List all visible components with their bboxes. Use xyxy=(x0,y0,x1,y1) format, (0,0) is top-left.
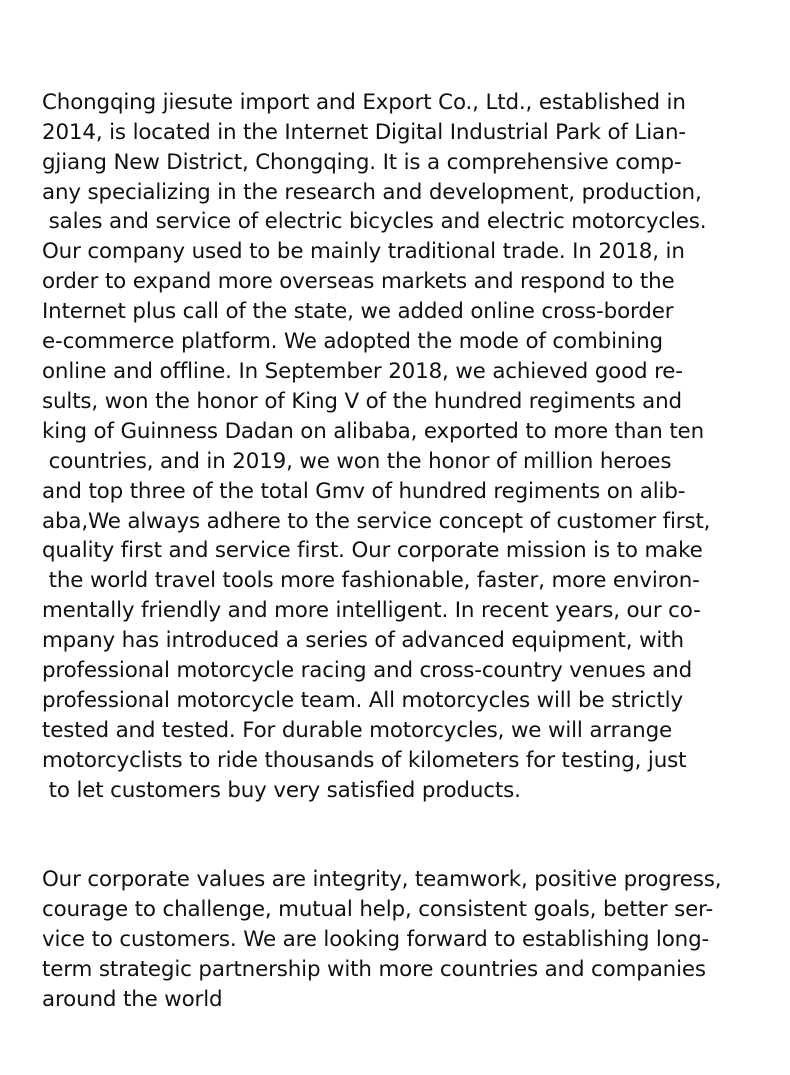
text-line: online and offline. In September 2018, we achieved good re- xyxy=(42,358,683,384)
text-line: Internet plus call of the state, we added online cross-border xyxy=(42,299,674,325)
text-line: professional motorcycle racing and cross-country venues and xyxy=(42,658,693,684)
text-line: quality first and service first. Our corporate mission is to make xyxy=(42,538,703,564)
text-line: aba,We always adhere to the service concept of customer first, xyxy=(42,508,711,534)
text-line: 2014, is located in the Internet Digital Industrial Park of Lian- xyxy=(42,119,686,145)
text-line: term strategic partnership with more countries and companies xyxy=(42,957,706,983)
text-line: tested and tested. For durable motorcycles, we will arrange xyxy=(42,717,673,743)
text-line: gjiang New District, Chongqing. It is a comprehensive comp- xyxy=(42,149,682,175)
text-line: king of Guinness Dadan on alibaba, exported to more than ten xyxy=(42,418,704,444)
text-line: and top three of the total Gmv of hundred regiments on alib- xyxy=(42,478,686,504)
paragraph-corporate-values xyxy=(42,865,772,1015)
text-line: Our corporate values are integrity, teamwork, positive progress, xyxy=(42,867,722,893)
text-line: Chongqing jiesute import and Export Co., Ltd., established in xyxy=(42,89,686,115)
text-line: mpany has introduced a series of advanced equipment, with xyxy=(42,628,684,654)
text-line: courage to challenge, mutual help, consistent goals, better ser- xyxy=(42,897,714,923)
text-line: professional motorcycle team. All motorcycles will be strictly xyxy=(42,687,683,713)
text-line: countries, and in 2019, we won the honor of million heroes xyxy=(42,448,672,474)
text-line: sults, won the honor of King V of the hundred regiments and xyxy=(42,388,682,414)
text-line: mentally friendly and more intelligent. In recent years, our co- xyxy=(42,598,701,624)
text-line: order to expand more overseas markets and respond to the xyxy=(42,269,675,295)
text-line: sales and service of electric bicycles and electric motorcycles. xyxy=(42,209,707,235)
text-line: to let customers buy very satisfied products. xyxy=(42,777,521,803)
text-line: around the world xyxy=(42,987,223,1012)
paragraph-company-overview xyxy=(42,88,772,806)
text-line: e-commerce platform. We adopted the mode of combining xyxy=(42,329,663,355)
text-line: vice to customers. We are looking forward to establishing long- xyxy=(42,927,710,953)
text-line: any specializing in the research and development, production, xyxy=(42,179,702,205)
text-line: the world travel tools more fashionable, faster, more environ- xyxy=(42,568,700,594)
company-profile-text xyxy=(42,28,772,1075)
text-line: motorcyclists to ride thousands of kilometers for testing, just xyxy=(42,747,687,773)
text-line: Our company used to be mainly traditional trade. In 2018, in xyxy=(42,239,685,265)
